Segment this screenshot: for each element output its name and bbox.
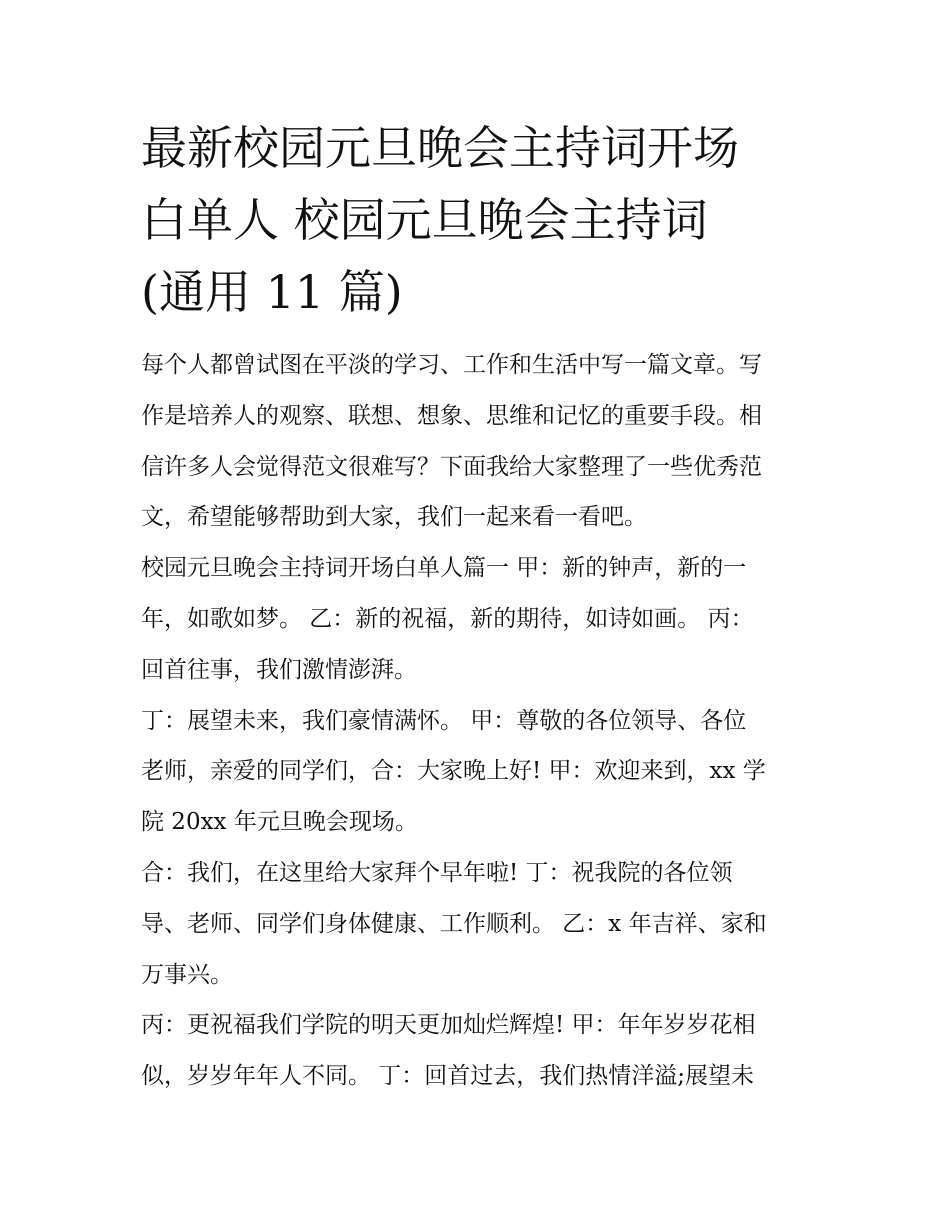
text-line: 院 20xx 年元旦晚会现场。 bbox=[141, 809, 418, 836]
title-line: 最新校园元旦晚会主持词开场 bbox=[141, 121, 739, 175]
script-paragraph bbox=[141, 1000, 813, 1102]
text-line: 似，岁岁年年人不同。 丁：回首过去，我们热情洋溢;展望未 bbox=[141, 1063, 755, 1090]
intro-paragraph bbox=[141, 340, 813, 543]
text-line: 作是培养人的观察、联想、想象、思维和记忆的重要手段。相 bbox=[141, 402, 762, 429]
text-line: 老师，亲爱的同学们，合：大家晚上好! 甲：欢迎来到，xx 学 bbox=[141, 758, 766, 785]
text-line: 文，希望能够帮助到大家，我们一起来看一看吧。 bbox=[141, 504, 647, 531]
text-line: 校园元旦晚会主持词开场白单人篇一 甲：新的钟声，新的一 bbox=[141, 555, 747, 582]
text-line: 信许多人会觉得范文很难写？下面我给大家整理了一些优秀范 bbox=[141, 453, 762, 480]
title-line: (通用 11 篇) bbox=[141, 265, 403, 319]
text-line: 万事兴。 bbox=[141, 961, 233, 988]
document-title bbox=[141, 112, 813, 328]
script-paragraph bbox=[141, 543, 813, 695]
text-line: 导、老师、同学们身体健康、工作顺利。 乙：x 年吉祥、家和 bbox=[141, 910, 767, 937]
document-body bbox=[141, 340, 813, 1102]
text-line: 每个人都曾试图在平淡的学习、工作和生活中写一篇文章。写 bbox=[141, 352, 762, 378]
title-line: 白单人 校园元旦晚会主持词 bbox=[141, 193, 708, 247]
text-line: 回首往事，我们激情澎湃。 bbox=[141, 656, 417, 683]
document-content bbox=[141, 112, 813, 1102]
text-line: 丙：更祝福我们学院的明天更加灿烂辉煌! 甲：年年岁岁花相 bbox=[141, 1012, 756, 1039]
text-line: 丁：展望未来，我们豪情满怀。 甲：尊敬的各位领导、各位 bbox=[141, 707, 747, 734]
script-paragraph bbox=[141, 848, 813, 1000]
script-paragraph bbox=[141, 696, 813, 848]
text-line: 年，如歌如梦。 乙：新的祝福，新的期待，如诗如画。 丙： bbox=[141, 605, 754, 632]
text-line: 合：我们，在这里给大家拜个早年啦! 丁：祝我院的各位领 bbox=[141, 859, 733, 886]
